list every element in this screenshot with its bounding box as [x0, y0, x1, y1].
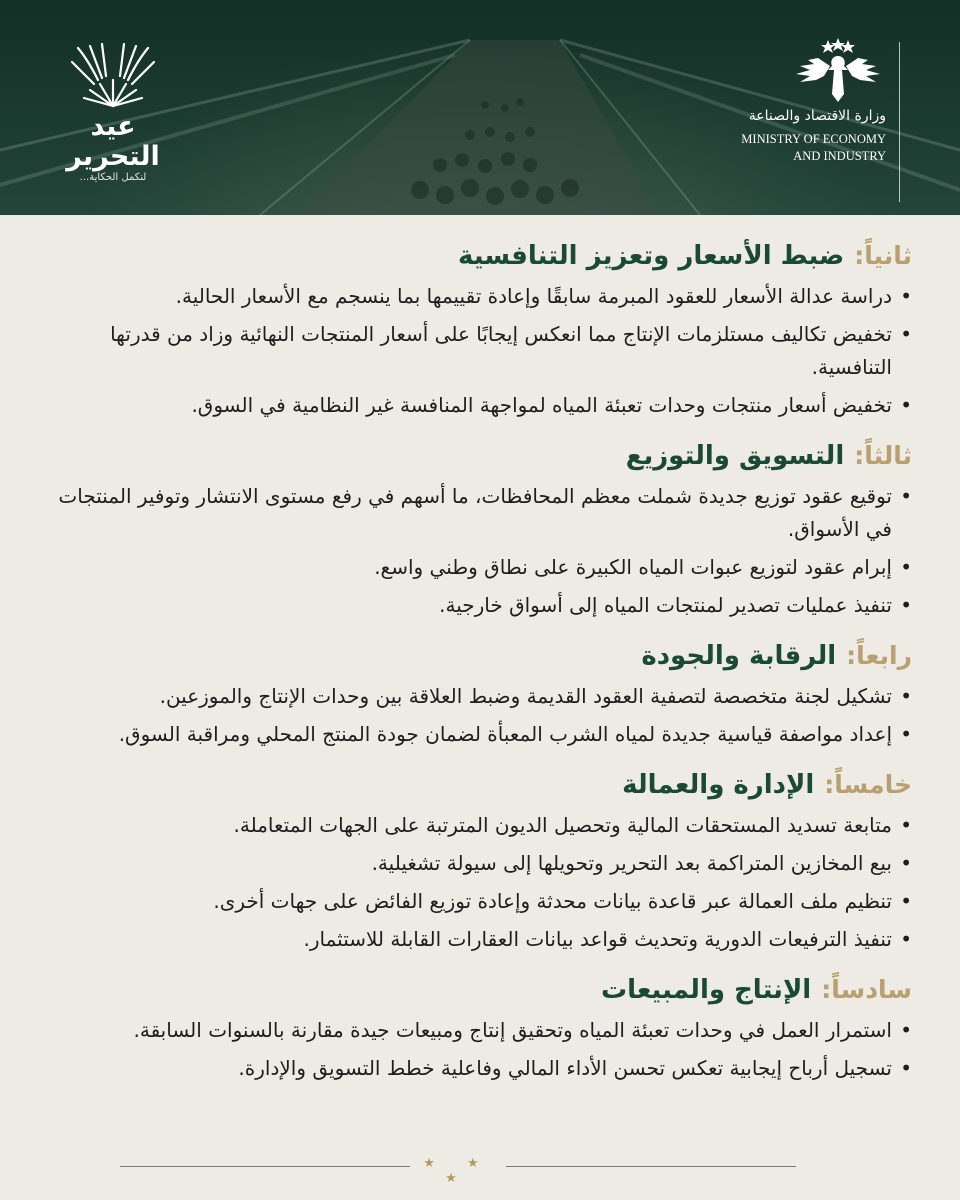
ministry-name-arabic: وزارة الاقتصاد والصناعة — [748, 108, 886, 124]
section-title: الرقابة والجودة — [641, 641, 837, 671]
section-management — [40, 765, 912, 956]
section-heading — [40, 970, 912, 1010]
eagle-emblem-icon — [788, 36, 888, 106]
section-title: التسويق والتوزيع — [625, 441, 845, 471]
section-heading — [40, 236, 912, 276]
section-number: رابعاً: — [846, 641, 912, 670]
section-quality — [40, 636, 912, 751]
list-item: • توقيع عقود توزيع جديدة شملت معظم المحافظات، ما أسهم في رفع مستوى الانتشار وتوفير المنتجات في الأسواق. — [40, 480, 912, 546]
list-item: • تشكيل لجنة متخصصة لتصفية العقود القديمة وضبط العلاقة بين وحدات الإنتاج والموزعين. — [40, 680, 912, 713]
section-title: الإنتاج والمبيعات — [600, 975, 812, 1005]
list-item: • تسجيل أرباح إيجابية تعكس تحسن الأداء المالي وفاعلية خطط التسويق والإدارة. — [40, 1052, 912, 1085]
stars-icon: ★ ★ ★ — [423, 1156, 493, 1186]
list-item: • تنظيم ملف العمالة عبر قاعدة بيانات محدثة وإعادة توزيع الفائض على جهات أخرى. — [40, 885, 912, 918]
ministry-name-english-line2: AND INDUSTRY — [793, 149, 886, 163]
section-number: خامساً: — [824, 770, 912, 799]
section-title: الإدارة والعمالة — [622, 770, 815, 800]
bullet-list — [40, 280, 912, 422]
list-item: • إعداد مواصفة قياسية جديدة لمياه الشرب المعبأة لضمان جودة المنتج المحلي ومراقبة السوق. — [40, 718, 912, 751]
section-marketing — [40, 436, 912, 622]
section-prices — [40, 236, 912, 422]
bullet-list — [40, 480, 912, 622]
list-item: • تخفيض أسعار منتجات وحدات تعبئة المياه لمواجهة المنافسة غير النظامية في السوق. — [40, 389, 912, 422]
list-item: • متابعة تسديد المستحقات المالية وتحصيل الديون المترتبة على الجهات المتعاملة. — [40, 809, 912, 842]
liberation-day-title: عيد التحرير — [66, 111, 160, 172]
liberation-day-logo — [58, 40, 168, 183]
section-heading — [40, 636, 912, 676]
liberation-day-subtitle: لنكمل الحكاية... — [79, 172, 147, 183]
bullet-list — [40, 680, 912, 751]
logo-divider — [899, 42, 900, 202]
section-production — [40, 970, 912, 1085]
section-number: سادساً: — [821, 975, 912, 1004]
list-item: • استمرار العمل في وحدات تعبئة المياه وتحقيق إنتاج ومبيعات جيدة مقارنة بالسنوات السابقة. — [40, 1014, 912, 1047]
ministry-name-english — [741, 131, 886, 165]
list-item: • تخفيض تكاليف مستلزمات الإنتاج مما انعكس إيجابًا على أسعار المنتجات النهائية وزاد من قدرتها التنافسية. — [40, 318, 912, 384]
section-heading — [40, 765, 912, 805]
section-number: ثالثاً: — [854, 441, 912, 470]
list-item: • بيع المخازين المتراكمة بعد التحرير وتحويلها إلى سيولة تشغيلية. — [40, 847, 912, 880]
section-title: ضبط الأسعار وتعزيز التنافسية — [458, 241, 845, 271]
ministry-logo — [700, 36, 900, 176]
list-item: • تنفيذ الترفيعات الدورية وتحديث قواعد بيانات العقارات القابلة للاستثمار. — [40, 923, 912, 956]
list-item: • إبرام عقود لتوزيع عبوات المياه الكبيرة على نطاق وطني واسع. — [40, 551, 912, 584]
list-item: • تنفيذ عمليات تصدير لمنتجات المياه إلى أسواق خارجية. — [40, 589, 912, 622]
section-number: ثانياً: — [854, 241, 912, 270]
section-heading — [40, 436, 912, 476]
sunburst-icon — [68, 40, 158, 112]
bullet-list — [40, 809, 912, 956]
footer-divider — [120, 1166, 410, 1167]
ministry-name-english-line1: MINISTRY OF ECONOMY — [741, 132, 886, 146]
main-content — [40, 236, 912, 1099]
header-banner — [0, 0, 960, 215]
bullet-list — [40, 1014, 912, 1085]
list-item: • دراسة عدالة الأسعار للعقود المبرمة سابقًا وإعادة تقييمها بما ينسجم مع الأسعار الحالية. — [40, 280, 912, 313]
footer-ornament — [120, 1156, 796, 1186]
footer-divider — [506, 1166, 796, 1167]
